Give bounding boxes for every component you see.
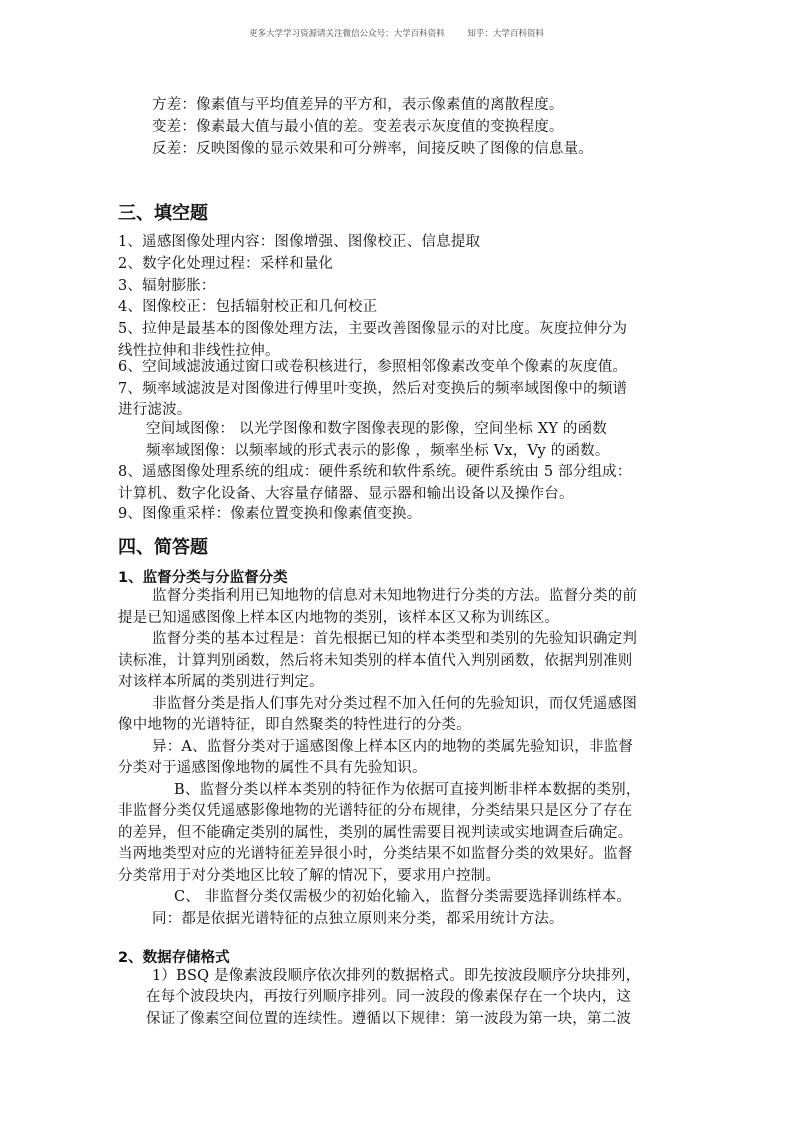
- section-title: 四、简答题: [118, 537, 208, 558]
- header-right: 知乎：大学百科资料: [467, 29, 544, 39]
- paragraph-line: 当两地类型对应的光谱特征差异很小时，分类结果不如监督分类的效果好。监督: [118, 846, 633, 862]
- list-item: 空间域图像： 以光学图像和数字图像表现的影像，空间坐标 XY 的函数: [146, 421, 608, 437]
- paragraph-line: 对该样本所属的类别进行判定。: [118, 674, 324, 690]
- page-header: [0, 27, 793, 39]
- paragraph-line: 读标准，计算判别函数，然后将未知类别的样本值代入判别函数，依据判别准则: [118, 653, 633, 669]
- list-item: 频率域图像：以频率域的形式表示的影像 ，频率坐标 Vx，Vy 的函数。: [146, 443, 610, 459]
- paragraph-line: 非监督分类仅凭遥感影像地物的光谱特征的分布规律，分类结果只是区分了存在: [118, 803, 633, 819]
- paragraph-line: 非监督分类是指人们事先对分类过程不加入任何的先验知识，而仅凭遥感图: [152, 696, 638, 712]
- list-item: 4、图像校正：包括辐射校正和几何校正: [118, 299, 378, 315]
- list-item: 8、遥感图像处理系统的组成：硬件系统和软件系统。硬件系统由 5 部分组成：: [118, 464, 632, 480]
- list-item: 7、频率域滤波是对图像进行傅里叶变换，然后对变换后的频率域图像中的频谱: [118, 381, 628, 397]
- paragraph-line: 像中地物的光谱特征，即自然聚类的特性进行的分类。: [118, 717, 471, 733]
- paragraph-line: 分类对于遥感图像地物的属性不具有先验知识。: [118, 760, 427, 776]
- list-item: 线性拉伸和非线性拉伸。: [118, 343, 280, 359]
- paragraph-line: 的差异，但不能确定类别的属性，类别的属性需要目视判读或实地调查后确定。: [118, 825, 633, 841]
- paragraph-line: 1）BSQ 是像素波段顺序依次排列的数据格式。即先按波段顺序分块排列，: [152, 968, 641, 984]
- paragraph-line: B、监督分类以样本类别的特征作为依据可直接判断非样本数据的类别，: [174, 782, 641, 798]
- header-left: 更多大学学习资源请关注微信公众号：大学百科资料: [249, 29, 445, 39]
- list-item: 9、图像重采样：像素位置变换和像素值变换。: [118, 506, 422, 522]
- paragraph-line: 同：都是依据光谱特征的点独立原则来分类，都采用统计方法。: [152, 911, 564, 927]
- intro-line: 反差：反映图像的显示效果和可分辨率，间接反映了图像的信息量。: [152, 141, 593, 157]
- list-item: 6、空间域滤波通过窗口或卷积核进行，参照相邻像素改变单个像素的灰度值。: [118, 359, 628, 375]
- list-item: 2、数字化处理过程：采样和量化: [118, 256, 334, 272]
- paragraph-line: 保证了像素空间位置的连续性。遵循以下规律：第一波段为第一块，第二波: [146, 1011, 632, 1027]
- paragraph-line: 在每个波段块内，再按行列顺序排列。同一波段的像素保存在一个块内，这: [146, 989, 632, 1005]
- section-title: 三、填空题: [118, 203, 208, 224]
- subsection-title: 1、监督分类与分监督分类: [118, 570, 288, 586]
- intro-line: 方差：像素值与平均值差异的平方和，表示像素值的离散程度。: [152, 97, 564, 113]
- subsection-title: 2、数据存储格式: [118, 950, 230, 966]
- list-item: 计算机、数字化设备、大容量存储器、显示器和输出设备以及操作台。: [118, 486, 574, 502]
- paragraph-line: C、 非监督分类仅需极少的初始化输入，监督分类需要选择训练样本。: [174, 889, 632, 905]
- list-item: 进行滤波。: [118, 402, 192, 418]
- paragraph-line: 监督分类指利用已知地物的信息对未知地物进行分类的方法。监督分类的前: [152, 588, 638, 604]
- paragraph-line: 异：A、监督分类对于遥感图像上样本区内的地物的类属先验知识，非监督: [152, 739, 634, 755]
- list-item: 3、辐射膨胀：: [118, 278, 216, 294]
- paragraph-line: 分类常用于对分类地区比较了解的情况下，要求用户控制。: [118, 868, 501, 884]
- intro-line: 变差：像素最大值与最小值的差。变差表示灰度值的变换程度。: [152, 119, 564, 135]
- paragraph-line: 监督分类的基本过程是：首先根据已知的样本类型和类别的先验知识确定判: [152, 631, 638, 647]
- list-item: 1、遥感图像处理内容：图像增强、图像校正、信息提取: [118, 234, 481, 250]
- paragraph-line: 提是已知遥感图像上样本区内地物的类别，该样本区又称为训练区。: [118, 610, 559, 626]
- list-item: 5、拉伸是最基本的图像处理方法，主要改善图像显示的对比度。灰度拉伸分为: [118, 321, 628, 337]
